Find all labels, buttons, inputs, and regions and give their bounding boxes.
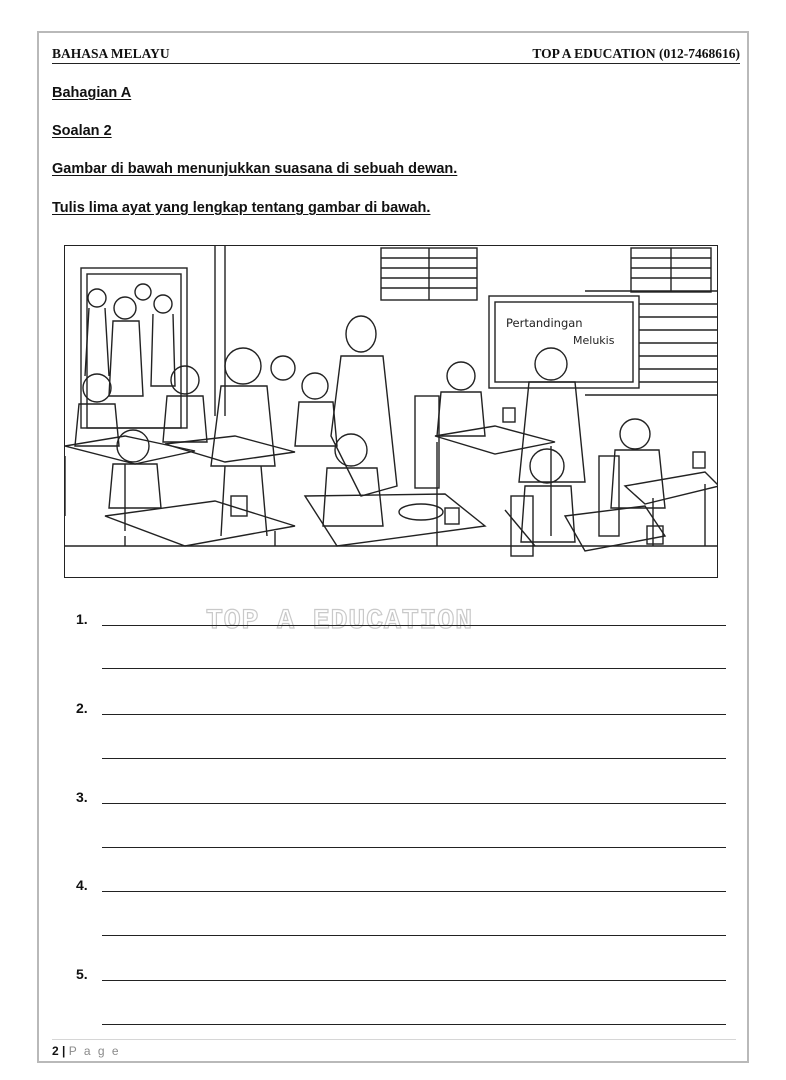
subject-title: BAHASA MELAYU [52, 46, 170, 61]
page-label: P a g e [68, 1044, 121, 1058]
answer-line[interactable] [102, 803, 726, 804]
board-text-line-2: Melukis [573, 334, 615, 347]
answer-line[interactable] [102, 625, 726, 626]
watermark-text: TOP A EDUCATION [206, 606, 474, 637]
answer-number-2: 2. [76, 700, 88, 716]
illustration-drawing [65, 246, 718, 578]
answer-line[interactable] [102, 668, 726, 669]
footer-divider [52, 1039, 736, 1040]
answer-line[interactable] [102, 891, 726, 892]
page-header [52, 45, 740, 64]
answer-number-5: 5. [76, 966, 88, 982]
answer-line[interactable] [102, 758, 726, 759]
answer-number-3: 3. [76, 789, 88, 805]
question-title: Soalan 2 [52, 123, 112, 139]
answer-line[interactable] [102, 935, 726, 936]
answer-number-1: 1. [76, 611, 88, 627]
page-number: 2 [52, 1044, 59, 1058]
publisher-contact: TOP A EDUCATION (012-7468616) [532, 46, 740, 61]
answer-line[interactable] [102, 1024, 726, 1025]
classroom-illustration [64, 245, 718, 578]
instruction-text-2: Tulis lima ayat yang lengkap tentang gambar di bawah. [52, 200, 431, 216]
answer-line[interactable] [102, 714, 726, 715]
section-title: Bahagian A [52, 85, 132, 101]
answer-line[interactable] [102, 980, 726, 981]
answer-line[interactable] [102, 847, 726, 848]
footer-separator: | [62, 1044, 66, 1058]
board-text-line-1: Pertandingan [506, 316, 583, 330]
page-footer [52, 1044, 121, 1058]
instruction-text-1: Gambar di bawah menunjukkan suasana di sebuah dewan. [52, 161, 458, 177]
answer-number-4: 4. [76, 877, 88, 893]
